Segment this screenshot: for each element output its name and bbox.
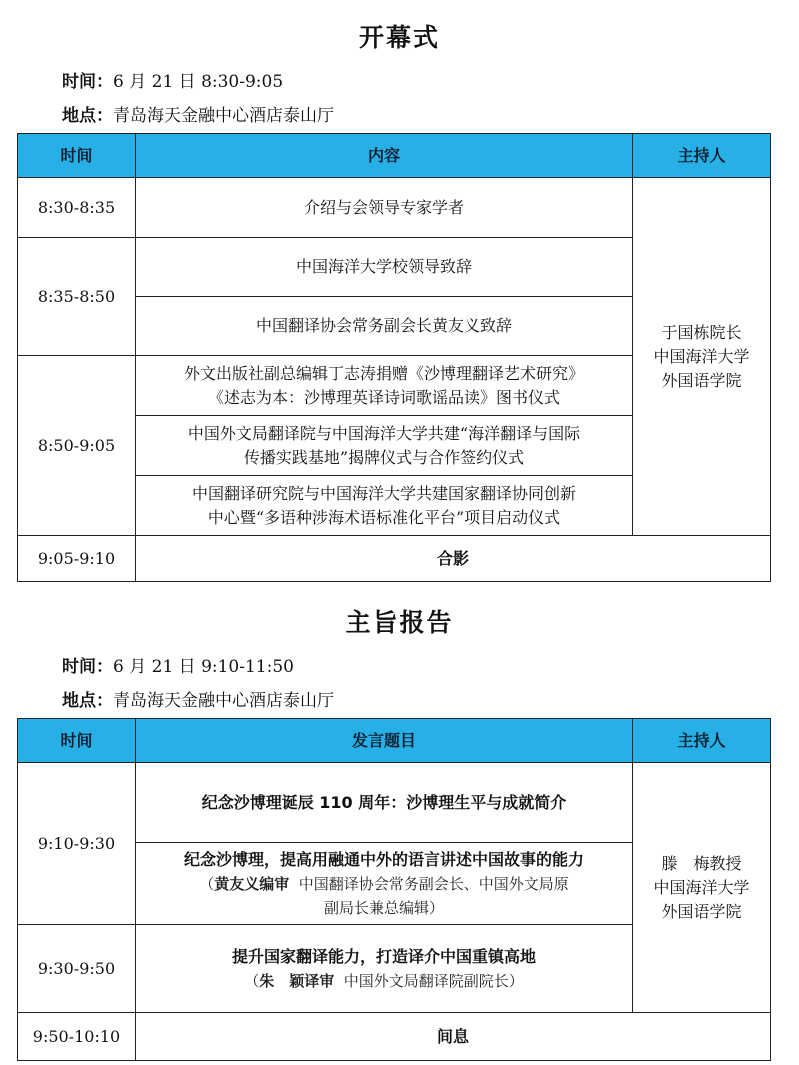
- opening-host-cell: [633, 178, 771, 536]
- table-header-row: [18, 134, 771, 178]
- header-topic: 发言题目: [136, 719, 633, 763]
- row-time: 9:50-10:10: [18, 1013, 136, 1061]
- row-content: 中国翻译协会常务副会长黄友义致辞: [136, 297, 633, 356]
- header-time: 时间: [18, 719, 136, 763]
- row-time: 9:05-9:10: [18, 536, 136, 582]
- row-content: [136, 416, 633, 476]
- opening-time-line: [62, 72, 283, 92]
- speaker-affiliation: 中国外文局翻译院副院长）: [343, 971, 524, 990]
- table-row: [18, 1013, 771, 1061]
- host-name: 滕 梅教授: [661, 853, 742, 873]
- content-line: 中心暨“多语种涉海术语标准化平台”项目启动仪式: [207, 507, 561, 527]
- host-affiliation-1: 中国海洋大学: [653, 346, 750, 366]
- row-content: [136, 356, 633, 416]
- keynote-place-value: 青岛海天金融中心酒店泰山厅: [113, 691, 334, 711]
- keynote-place-line: [62, 691, 334, 711]
- keynote-title: 主旨报告: [345, 608, 454, 637]
- opening-time-label: 时间：: [62, 72, 113, 92]
- speaker-affiliation: 中国翻译协会常务副会长、中国外文局原: [298, 874, 569, 893]
- content-line: 中国外文局翻译院与中国海洋大学共建“海洋翻译与国际: [187, 423, 581, 443]
- host-name: 于国栋院长: [661, 322, 742, 342]
- header-time: 时间: [18, 134, 136, 178]
- host-affiliation-2: 外国语学院: [661, 370, 742, 390]
- talk-title: 提升国家翻译能力，打造译介中国重镇高地: [231, 946, 536, 966]
- talk-speaker-line: （黄友义编审 中国翻译协会常务副会长、中国外文局原: [199, 874, 569, 893]
- keynote-place-label: 地点：: [62, 691, 113, 711]
- row-time: 8:30-8:35: [18, 178, 136, 238]
- table-row: [18, 536, 771, 582]
- row-content: [136, 476, 633, 536]
- speaker-name: 朱 颖译审: [259, 971, 335, 990]
- keynote-time-label: 时间：: [62, 657, 113, 677]
- content-line: 外文出版社副总编辑丁志涛捐赠《沙博理翻译艺术研究》: [183, 363, 584, 383]
- keynote-schedule-table: [17, 718, 771, 1061]
- speaker-affiliation-cont: 副局长兼总编辑）: [323, 898, 444, 917]
- header-host: 主持人: [633, 134, 771, 178]
- row-time: 9:10-9:30: [18, 763, 136, 925]
- opening-place-value: 青岛海天金融中心酒店泰山厅: [113, 106, 334, 126]
- content-line: 中国翻译研究院与中国海洋大学共建国家翻译协同创新: [191, 483, 576, 503]
- table-header-row: [18, 719, 771, 763]
- row-time: 8:35-8:50: [18, 238, 136, 356]
- talk-title: 纪念沙博理，提高用融通中外的语言讲述中国故事的能力: [183, 849, 584, 869]
- talk-title: 纪念沙博理诞辰 110 周年：沙博理生平与成就简介: [136, 763, 633, 843]
- talk-cell: [136, 843, 633, 925]
- header-host: 主持人: [633, 719, 771, 763]
- opening-place-label: 地点：: [62, 106, 113, 126]
- keynote-host-cell: [633, 763, 771, 1013]
- keynote-time-line: [62, 657, 294, 677]
- opening-schedule-table: [17, 133, 771, 582]
- speaker-name: 黄友义编审: [214, 874, 290, 893]
- row-content: 中国海洋大学校领导致辞: [136, 238, 633, 297]
- header-content: 内容: [136, 134, 633, 178]
- content-line: 传播实践基地”揭牌仪式与合作签约仪式: [243, 447, 525, 467]
- host-affiliation-1: 中国海洋大学: [653, 877, 750, 897]
- talk-cell: [136, 925, 633, 1013]
- opening-place-line: [62, 106, 334, 126]
- opening-time-value: 6 月 21 日 8:30-9:05: [113, 72, 284, 92]
- content-line: 《述志为本：沙博理英译诗词歌谣品读》图书仪式: [207, 387, 560, 407]
- host-affiliation-2: 外国语学院: [661, 901, 742, 921]
- row-time: 8:50-9:05: [18, 356, 136, 536]
- row-time: 9:30-9:50: [18, 925, 136, 1013]
- talk-speaker-line: （朱 颖译审 中国外文局翻译院副院长）: [244, 971, 524, 990]
- table-row: [18, 763, 771, 843]
- opening-title: 开幕式: [358, 23, 440, 52]
- table-row: [18, 178, 771, 238]
- break-label: 间息: [136, 1013, 771, 1061]
- group-photo-label: 合影: [136, 536, 771, 582]
- keynote-time-value: 6 月 21 日 9:10-11:50: [113, 657, 294, 677]
- row-content: 介绍与会领导专家学者: [136, 178, 633, 238]
